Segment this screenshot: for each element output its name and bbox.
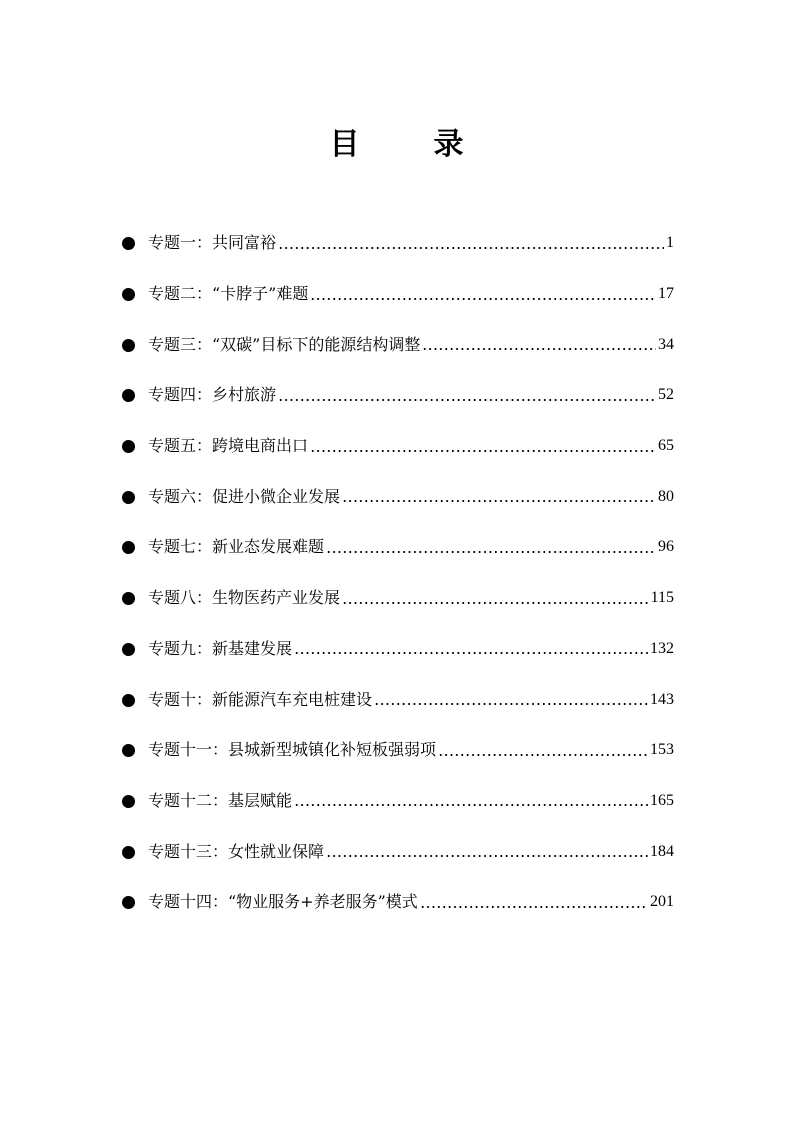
- dot-leader: [326, 855, 648, 857]
- toc-item-page-number: 132: [650, 639, 674, 657]
- toc-item-label: 专题十一：县城新型城镇化补短板强弱项: [148, 740, 437, 760]
- toc-item-page-number: 1: [666, 234, 674, 252]
- toc-item-page-number: 52: [658, 386, 674, 404]
- toc-item[interactable]: [122, 776, 674, 827]
- table-of-contents: [122, 218, 674, 928]
- toc-item-label: 专题十四：“物业服务+养老服务”模式: [148, 892, 418, 912]
- toc-item-page-number: 65: [658, 437, 674, 455]
- toc-item-label: 专题七：新业态发展难题: [148, 537, 325, 557]
- toc-item-page-number: 184: [650, 842, 674, 860]
- bullet-icon: [122, 795, 135, 808]
- bullet-icon: [122, 491, 135, 504]
- toc-item-page-number: 115: [650, 589, 674, 607]
- toc-item[interactable]: [122, 370, 674, 421]
- toc-item-label: 专题六：促进小微企业发展: [148, 486, 341, 506]
- bullet-icon: [122, 694, 135, 707]
- bullet-icon: [122, 541, 135, 554]
- dot-leader: [342, 500, 656, 502]
- toc-item-label: 专题八：生物医药产业发展: [148, 588, 341, 608]
- bullet-icon: [122, 846, 135, 859]
- bullet-icon: [122, 288, 135, 301]
- toc-item-label: 专题十三：女性就业保障: [148, 841, 325, 861]
- page-title: 目 录: [329, 127, 486, 163]
- toc-item[interactable]: [122, 319, 674, 370]
- toc-item-label: 专题十：新能源汽车充电桩建设: [148, 689, 373, 709]
- toc-item[interactable]: [122, 522, 674, 573]
- dot-leader: [326, 551, 656, 553]
- dot-leader: [310, 450, 656, 452]
- toc-item-page-number: 17: [658, 285, 674, 303]
- toc-item-label: 专题五：跨境电商出口: [148, 436, 309, 456]
- bullet-icon: [122, 440, 135, 453]
- toc-item[interactable]: [122, 826, 674, 877]
- toc-item-page-number: 34: [658, 335, 674, 353]
- bullet-icon: [122, 389, 135, 402]
- dot-leader: [374, 703, 648, 705]
- dot-leader: [420, 906, 648, 908]
- toc-item-label: 专题一：共同富裕: [148, 233, 277, 253]
- toc-item-page-number: 165: [650, 791, 674, 809]
- bullet-icon: [122, 896, 135, 909]
- toc-item-page-number: 201: [650, 893, 674, 911]
- toc-item-label: 专题二：“卡脖子”难题: [148, 284, 309, 304]
- toc-item[interactable]: [122, 877, 674, 928]
- dot-leader: [342, 602, 649, 604]
- toc-item-label: 专题四：乡村旅游: [148, 385, 277, 405]
- dot-leader: [294, 804, 648, 806]
- dot-leader: [278, 399, 656, 401]
- toc-item-page-number: 96: [658, 538, 674, 556]
- dot-leader: [310, 298, 656, 300]
- toc-item[interactable]: [122, 573, 674, 624]
- bullet-icon: [122, 237, 135, 250]
- dot-leader: [278, 247, 664, 249]
- toc-item-label: 专题三：“双碳”目标下的能源结构调整: [148, 334, 421, 354]
- toc-item[interactable]: [122, 674, 674, 725]
- toc-item[interactable]: [122, 218, 674, 269]
- dot-leader: [438, 754, 648, 756]
- toc-item-page-number: 153: [650, 741, 674, 759]
- toc-item[interactable]: [122, 725, 674, 776]
- bullet-icon: [122, 592, 135, 605]
- toc-item-page-number: 143: [650, 690, 674, 708]
- dot-leader: [294, 652, 648, 654]
- toc-item[interactable]: [122, 269, 674, 320]
- dot-leader: [422, 348, 656, 350]
- bullet-icon: [122, 744, 135, 757]
- toc-item[interactable]: [122, 421, 674, 472]
- toc-item-label: 专题九：新基建发展: [148, 638, 293, 658]
- bullet-icon: [122, 339, 135, 352]
- toc-item-label: 专题十二：基层赋能: [148, 790, 293, 810]
- toc-item[interactable]: [122, 471, 674, 522]
- bullet-icon: [122, 643, 135, 656]
- toc-item-page-number: 80: [658, 487, 674, 505]
- toc-item[interactable]: [122, 624, 674, 675]
